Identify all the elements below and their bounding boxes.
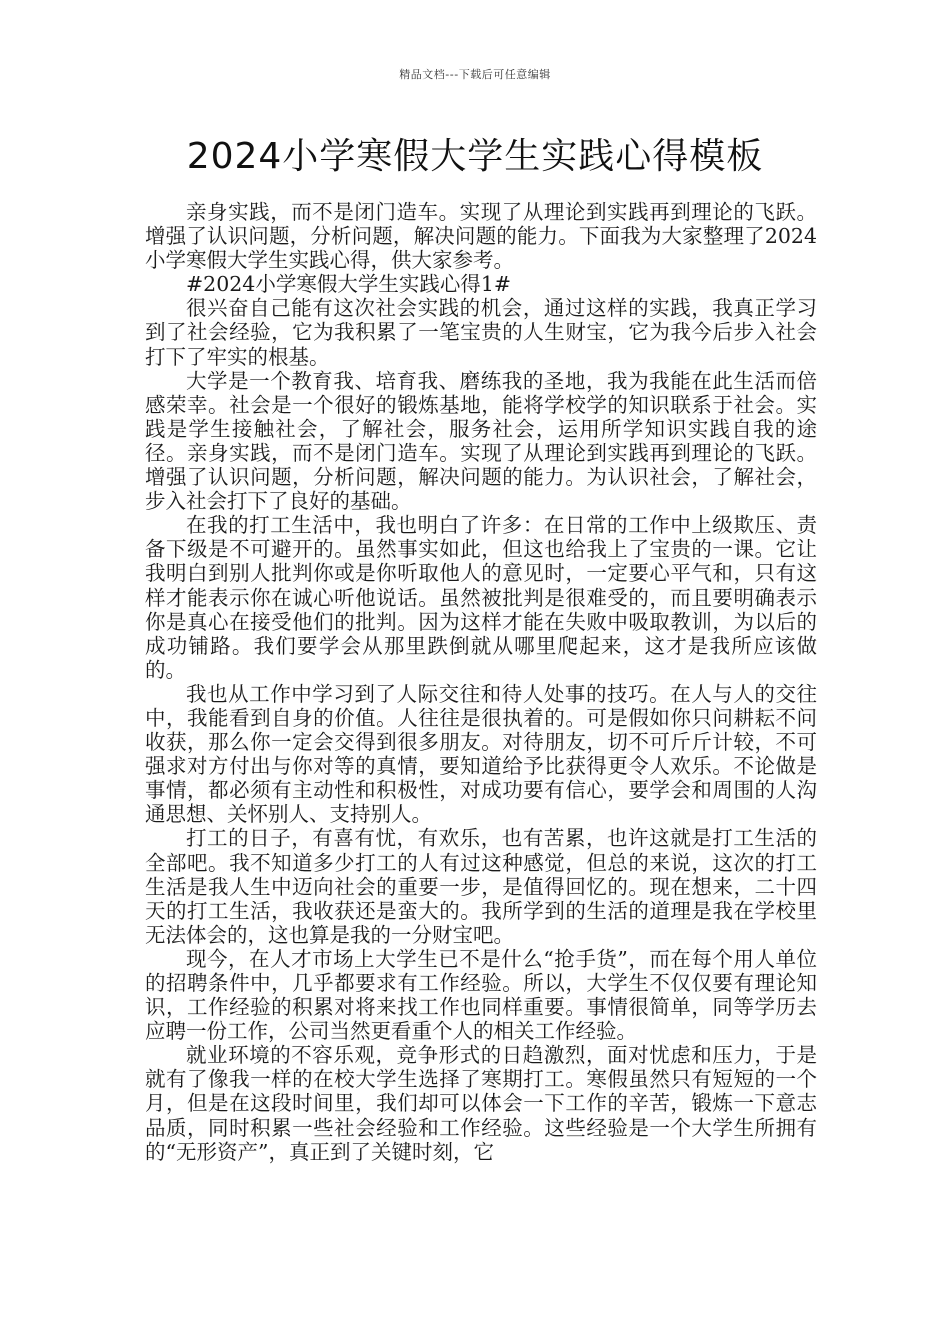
paragraph: 大学是一个教育我、培育我、磨练我的圣地，我为我能在此生活而倍感荣幸。社会是一个很好的锻炼基地，能将学校学的知识联系于社会。实践是学生接触社会，了解社会，服务社会，运用所学知识实践自我的途径。亲身实践，而不是闭门造车。实现了从理论到实践再到理论的飞跃。增强了认识问题，分析问题，解决问题的能力。为认识社会，了解社会，步入社会打下了良好的基础。 [145,368,817,514]
paragraph: 我也从工作中学习到了人际交往和待人处事的技巧。在人与人的交往中，我能看到自身的价值。人往往是很执着的。可是假如你只问耕耘不问收获，那么你一定会交得到很多朋友。对待朋友，切不可斤斤计较，不可强求对方付出与你对等的真情，要知道给予比获得更令人欢乐。不论做是事情，都必须有主动性和积极性，对成功要有信心，要学会和周围的人沟通思想、关怀别人、支持别人。 [145,681,817,827]
paragraph: 就业环境的不容乐观，竞争形式的日趋激烈，面对忧虑和压力，于是就有了像我一样的在校大学生选择了寒期打工。寒假虽然只有短短的一个月，但是在这段时间里，我们却可以体会一下工作的辛苦，锻炼一下意志品质，同时积累一些社会经验和工作经验。这些经验是一个大学生所拥有的“无形资产”，真正到了关键时刻，它 [145,1043,817,1164]
paragraph-intro: 亲身实践，而不是闭门造车。实现了从理论到实践再到理论的飞跃。增强了认识问题，分析问题，解决问题的能力。下面我为大家整理了2024小学寒假大学生实践心得，供大家参考。 [145,200,817,273]
paragraph: 现今，在人才市场上大学生已不是什么“抢手货”，而在每个用人单位的招聘条件中，几乎都要求有工作经验。所以，大学生不仅仅要有理论知识，工作经验的积累对将来找工作也同样重要。事情很简单，同等学历去应聘一份工作，公司当然更看重个人的相关工作经验。 [145,946,817,1044]
header-note: 精品文档---下载后可任意编辑 [399,68,551,81]
paragraph: 很兴奋自己能有这次社会实践的机会，通过这样的实践，我真正学习到了社会经验，它为我积累了一笔宝贵的人生财宝，它为我今后步入社会打下了牢实的根基。 [145,296,817,369]
section-heading: #2024小学寒假大学生实践心得1# [186,272,512,297]
document-body [145,200,817,1164]
paragraph: 在我的打工生活中，我也明白了许多：在日常的工作中上级欺压、责备下级是不可避开的。虽然事实如此，但这也给我上了宝贵的一课。它让我明白到别人批判你或是你听取他人的意见时，一定要心平气和，只有这样才能表示你在诚心听他说话。虽然被批判是很难受的，而且要明确表示你是真心在接受他们的批判。因为这样才能在失败中吸取教训，为以后的成功铺路。我们要学会从那里跌倒就从哪里爬起来，这才是我所应该做的。 [145,513,817,682]
paragraph: 打工的日子，有喜有忧，有欢乐，也有苦累，也许这就是打工生活的全部吧。我不知道多少打工的人有过这种感觉，但总的来说，这次的打工生活是我人生中迈向社会的重要一步，是值得回忆的。现在想来，二十四天的打工生活，我收获还是蛮大的。我所学到的生活的道理是我在学校里无法体会的，这也算是我的一分财宝吧。 [145,826,817,947]
page-title: 2024小学寒假大学生实践心得模板 [186,136,764,177]
